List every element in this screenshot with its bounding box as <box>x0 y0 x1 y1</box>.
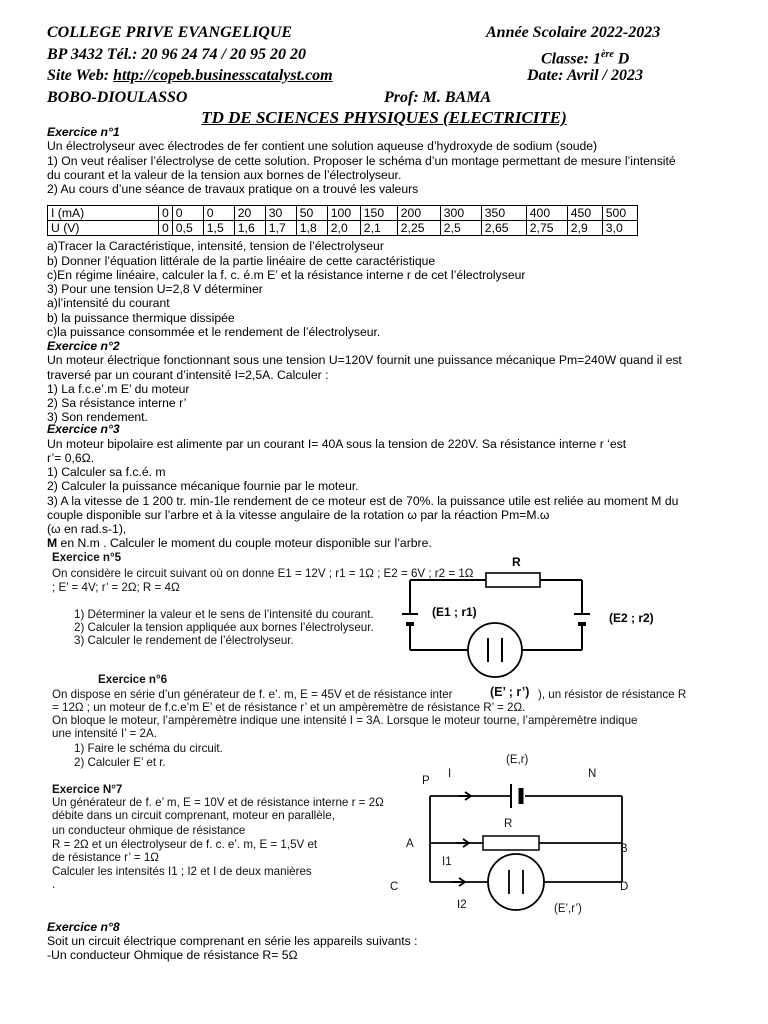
table-cell: 1,6 <box>234 221 265 236</box>
table-cell: 2,1 <box>360 221 397 236</box>
table-cell: 450 <box>567 206 602 221</box>
table-cell: 2,5 <box>440 221 481 236</box>
ex3-line: couple disponible sur l’arbre et à la vitesse angulaire de la rotation ω par la réaction Pm=M.ω <box>47 508 550 522</box>
table-cell: 2,0 <box>327 221 360 236</box>
table-cell: 3,0 <box>602 221 637 236</box>
page-title: TD DE SCIENCES PHYSIQUES (ELECTRICITE) <box>201 108 567 127</box>
ex1-question: b) Donner l’équation littérale de la partie linéaire de cette caractéristique <box>47 254 436 268</box>
ex7-line: Un générateur de f. e’ m, E = 10V et de résistance interne r = 2Ω <box>52 796 384 809</box>
ex7-line: . <box>52 878 56 891</box>
ex6-line: On dispose en série d’un générateur de f. e’. m, E = 45V et de résistance inter <box>52 688 453 701</box>
table-cell: 1,7 <box>265 221 296 236</box>
website-link[interactable]: http://copeb.businesscatalyst.com <box>113 67 333 84</box>
ex6-line: = 12Ω ; un moteur de f.c.e’m E’ et de résistance r’ et un ampèremètre de résistance R’ = 2Ω. <box>52 701 526 714</box>
table-cell: 300 <box>440 206 481 221</box>
table-cell: 2,9 <box>567 221 602 236</box>
node-n-label: N <box>588 768 597 780</box>
table-cell: 0 <box>159 221 173 236</box>
ex8-title: Exercice n°8 <box>47 920 120 934</box>
current-i2-label: I2 <box>457 899 467 911</box>
node-p-label: P <box>422 775 430 787</box>
gen1-label: (E1 ; r1) <box>432 605 477 619</box>
table-cell: 1,5 <box>203 221 234 236</box>
table-cell: 1,8 <box>296 221 327 236</box>
ex1-question: c)la puissance consommée et le rendement de l’électrolyseur. <box>47 325 381 339</box>
current-i1-label: I1 <box>442 856 452 868</box>
date-label: Date: Avril / 2023 <box>527 67 643 84</box>
node-a-label: A <box>406 838 414 850</box>
table-cell: 50 <box>296 206 327 221</box>
ex1-question: 3) Pour une tension U=2,8 V déterminer <box>47 282 263 296</box>
table-cell: 100 <box>327 206 360 221</box>
ex1-title: Exercice n°1 <box>47 125 120 139</box>
city: BOBO-DIOULASSO <box>47 89 188 106</box>
ex5-title: Exercice n°5 <box>52 551 122 564</box>
ex1-question: a)Tracer la Caractéristique, intensité, tension de l’électrolyseur <box>47 239 384 253</box>
ex8-line: Soit un circuit électrique comprenant en série les appareils suivants : <box>47 934 418 948</box>
table-cell: 200 <box>397 206 440 221</box>
table-row-voltage <box>48 221 638 236</box>
table-cell: 150 <box>360 206 397 221</box>
table-row-current <box>48 206 638 221</box>
ex6-line: ), un résistor de résistance R <box>538 688 687 701</box>
ex7-line: un conducteur ohmique de résistance <box>52 824 246 837</box>
ex7-title: Exercice N°7 <box>52 783 123 796</box>
ex6-motor-label: (E’ ; r’) <box>490 685 530 699</box>
ex1-question: b) la puissance thermique dissipée <box>47 311 235 325</box>
ex3-line: r’= 0,6Ω. <box>47 451 95 465</box>
ex1-line: 1) On veut réaliser l’électrolyse de cette solution. Proposer le schéma d’un montage permettant de mesure l’intensité <box>47 154 676 168</box>
website-label: Site Web: <box>47 67 114 84</box>
ex2-title: Exercice n°2 <box>47 339 120 353</box>
ex1-question: a)l’intensité du courant <box>47 296 170 310</box>
ex3-last-text: en N.m . Calculer le moment du couple moteur disponible sur l’arbre. <box>57 536 432 550</box>
website <box>47 67 333 85</box>
ex7-circuit-diagram <box>380 746 670 916</box>
table-cell: 0,5 <box>172 221 203 236</box>
ex3-line: Un moteur bipolaire est alimente par un courant I= 40A sous la tension de 220V. Sa résistance interne r ‘est <box>47 437 627 451</box>
table-cell: 2,25 <box>397 221 440 236</box>
resistor-label: R <box>512 555 521 569</box>
ex1-line: 2) Au cours d’une séance de travaux pratique on a trouvé les valeurs <box>47 182 419 196</box>
ex5-question: 1) Déterminer la valeur et le sens de l’intensité du courant. <box>74 608 374 621</box>
ex7-line: débite dans un circuit comprenant, moteur en parallèle, <box>52 809 335 822</box>
table-cell: 0 <box>203 206 234 221</box>
school-contact: BP 3432 Tél.: 20 96 24 74 / 20 95 20 20 <box>47 46 306 63</box>
ex6-line: une intensité I’ = 2A. <box>52 727 157 740</box>
class-superscript: ère <box>601 49 614 60</box>
table-cell: 30 <box>265 206 296 221</box>
table-cell: 400 <box>526 206 567 221</box>
ex5-circuit-diagram <box>396 552 666 682</box>
ex6-question: 1) Faire le schéma du circuit. <box>74 742 223 755</box>
school-name: COLLEGE PRIVE EVANGELIQUE <box>47 24 293 41</box>
ex5-question: 2) Calculer la tension appliquée aux bornes l’électrolyseur. <box>74 621 374 634</box>
node-d-label: D <box>620 881 629 893</box>
ex7-gen-label: (E,r) <box>506 754 529 766</box>
ex2-line: 1) La f.c.e’.m E’ du moteur <box>47 382 190 396</box>
ex1-line: du courant et la valeur de la tension aux bornes de l’électrolyseur. <box>47 168 402 182</box>
class-label <box>541 46 629 68</box>
ex2-line: 2) Sa résistance interne r’ <box>47 396 187 410</box>
ex7-line: R = 2Ω et un électrolyseur de f. c. e’. m, E = 1,5V et <box>52 838 318 851</box>
ex8-line: -Un conducteur Ohmique de résistance R= 5Ω <box>47 948 298 962</box>
ex3-title: Exercice n°3 <box>47 422 120 436</box>
ex3-line-last <box>47 537 432 551</box>
ex7-line: Calculer les intensités I1 ; I2 et I de deux manières <box>52 865 312 878</box>
current-i-label: I <box>448 768 452 780</box>
node-b-label: B <box>620 843 628 855</box>
ex7-resistor-label: R <box>504 818 513 830</box>
ex5-line: ; E’ = 4V; r’ = 2Ω; R = 4Ω <box>52 581 180 594</box>
table-cell: 0 <box>172 206 203 221</box>
table-cell: 2,75 <box>526 221 567 236</box>
table-cell: 500 <box>602 206 637 221</box>
ex6-question: 2) Calculer E’ et r. <box>74 756 166 769</box>
ex3-line: 1) Calculer sa f.c.é. m <box>47 465 166 479</box>
table-cell: 0 <box>159 206 173 221</box>
class-suffix: D <box>613 50 630 68</box>
school-year: Année Scolaire 2022-2023 <box>486 24 661 41</box>
ex5-line: On considère le circuit suivant où on donne E1 = 12V ; r1 = 1Ω ; E2 = 6V ; r2 = 1Ω <box>52 567 474 580</box>
ex6-line: On bloque le moteur, l’ampèremètre indique une intensité I = 3A. Lorsque le moteur tourne, l’ampèremètre indique <box>52 714 638 727</box>
node-c-label: C <box>390 881 399 893</box>
ex3-line: (ω en rad.s-1), <box>47 522 127 536</box>
table-header-voltage: U (V) <box>48 221 159 236</box>
ex7-elec-label: (E’,r’) <box>554 903 582 915</box>
ex2-line: Un moteur électrique fonctionnant sous une tension U=120V fournit une puissance mécanique Pm=240W quand il est <box>47 353 682 367</box>
table-cell: 350 <box>481 206 526 221</box>
class-prefix: Classe: 1 <box>541 50 601 68</box>
table-cell: 20 <box>234 206 265 221</box>
measurement-table <box>47 205 638 236</box>
ex7-line: de résistance r’ = 1Ω <box>52 851 159 864</box>
ex5-question: 3) Calculer le rendement de l’électrolyseur. <box>74 634 294 647</box>
ex1-line: Un électrolyseur avec électrodes de fer contient une solution aqueuse d’hydroxyde de sodium (soude) <box>47 139 598 153</box>
ex3-line: 3) A la vitesse de 1 200 tr. min-1le rendement de ce moteur est de 70%. la puissance utile est reliée au moment M du <box>47 494 679 508</box>
ex3-line: 2) Calculer la puissance mécanique fournie par le moteur. <box>47 479 359 493</box>
gen2-label: (E2 ; r2) <box>609 611 654 625</box>
ex3-bold-m: M <box>47 536 58 550</box>
table-cell: 2,65 <box>481 221 526 236</box>
ex6-title: Exercice n°6 <box>98 673 168 686</box>
teacher: Prof: M. BAMA <box>384 89 492 106</box>
ex1-question: c)En régime linéaire, calculer la f. c. é.m E’ et la résistance interne r de cet l’électrolyseur <box>47 268 526 282</box>
table-header-current: I (mA) <box>48 206 159 221</box>
ex2-line: 3) Son rendement. <box>47 410 148 424</box>
ex2-line: traversé par un courant d’intensité I=2,5A. Calculer : <box>47 368 329 382</box>
